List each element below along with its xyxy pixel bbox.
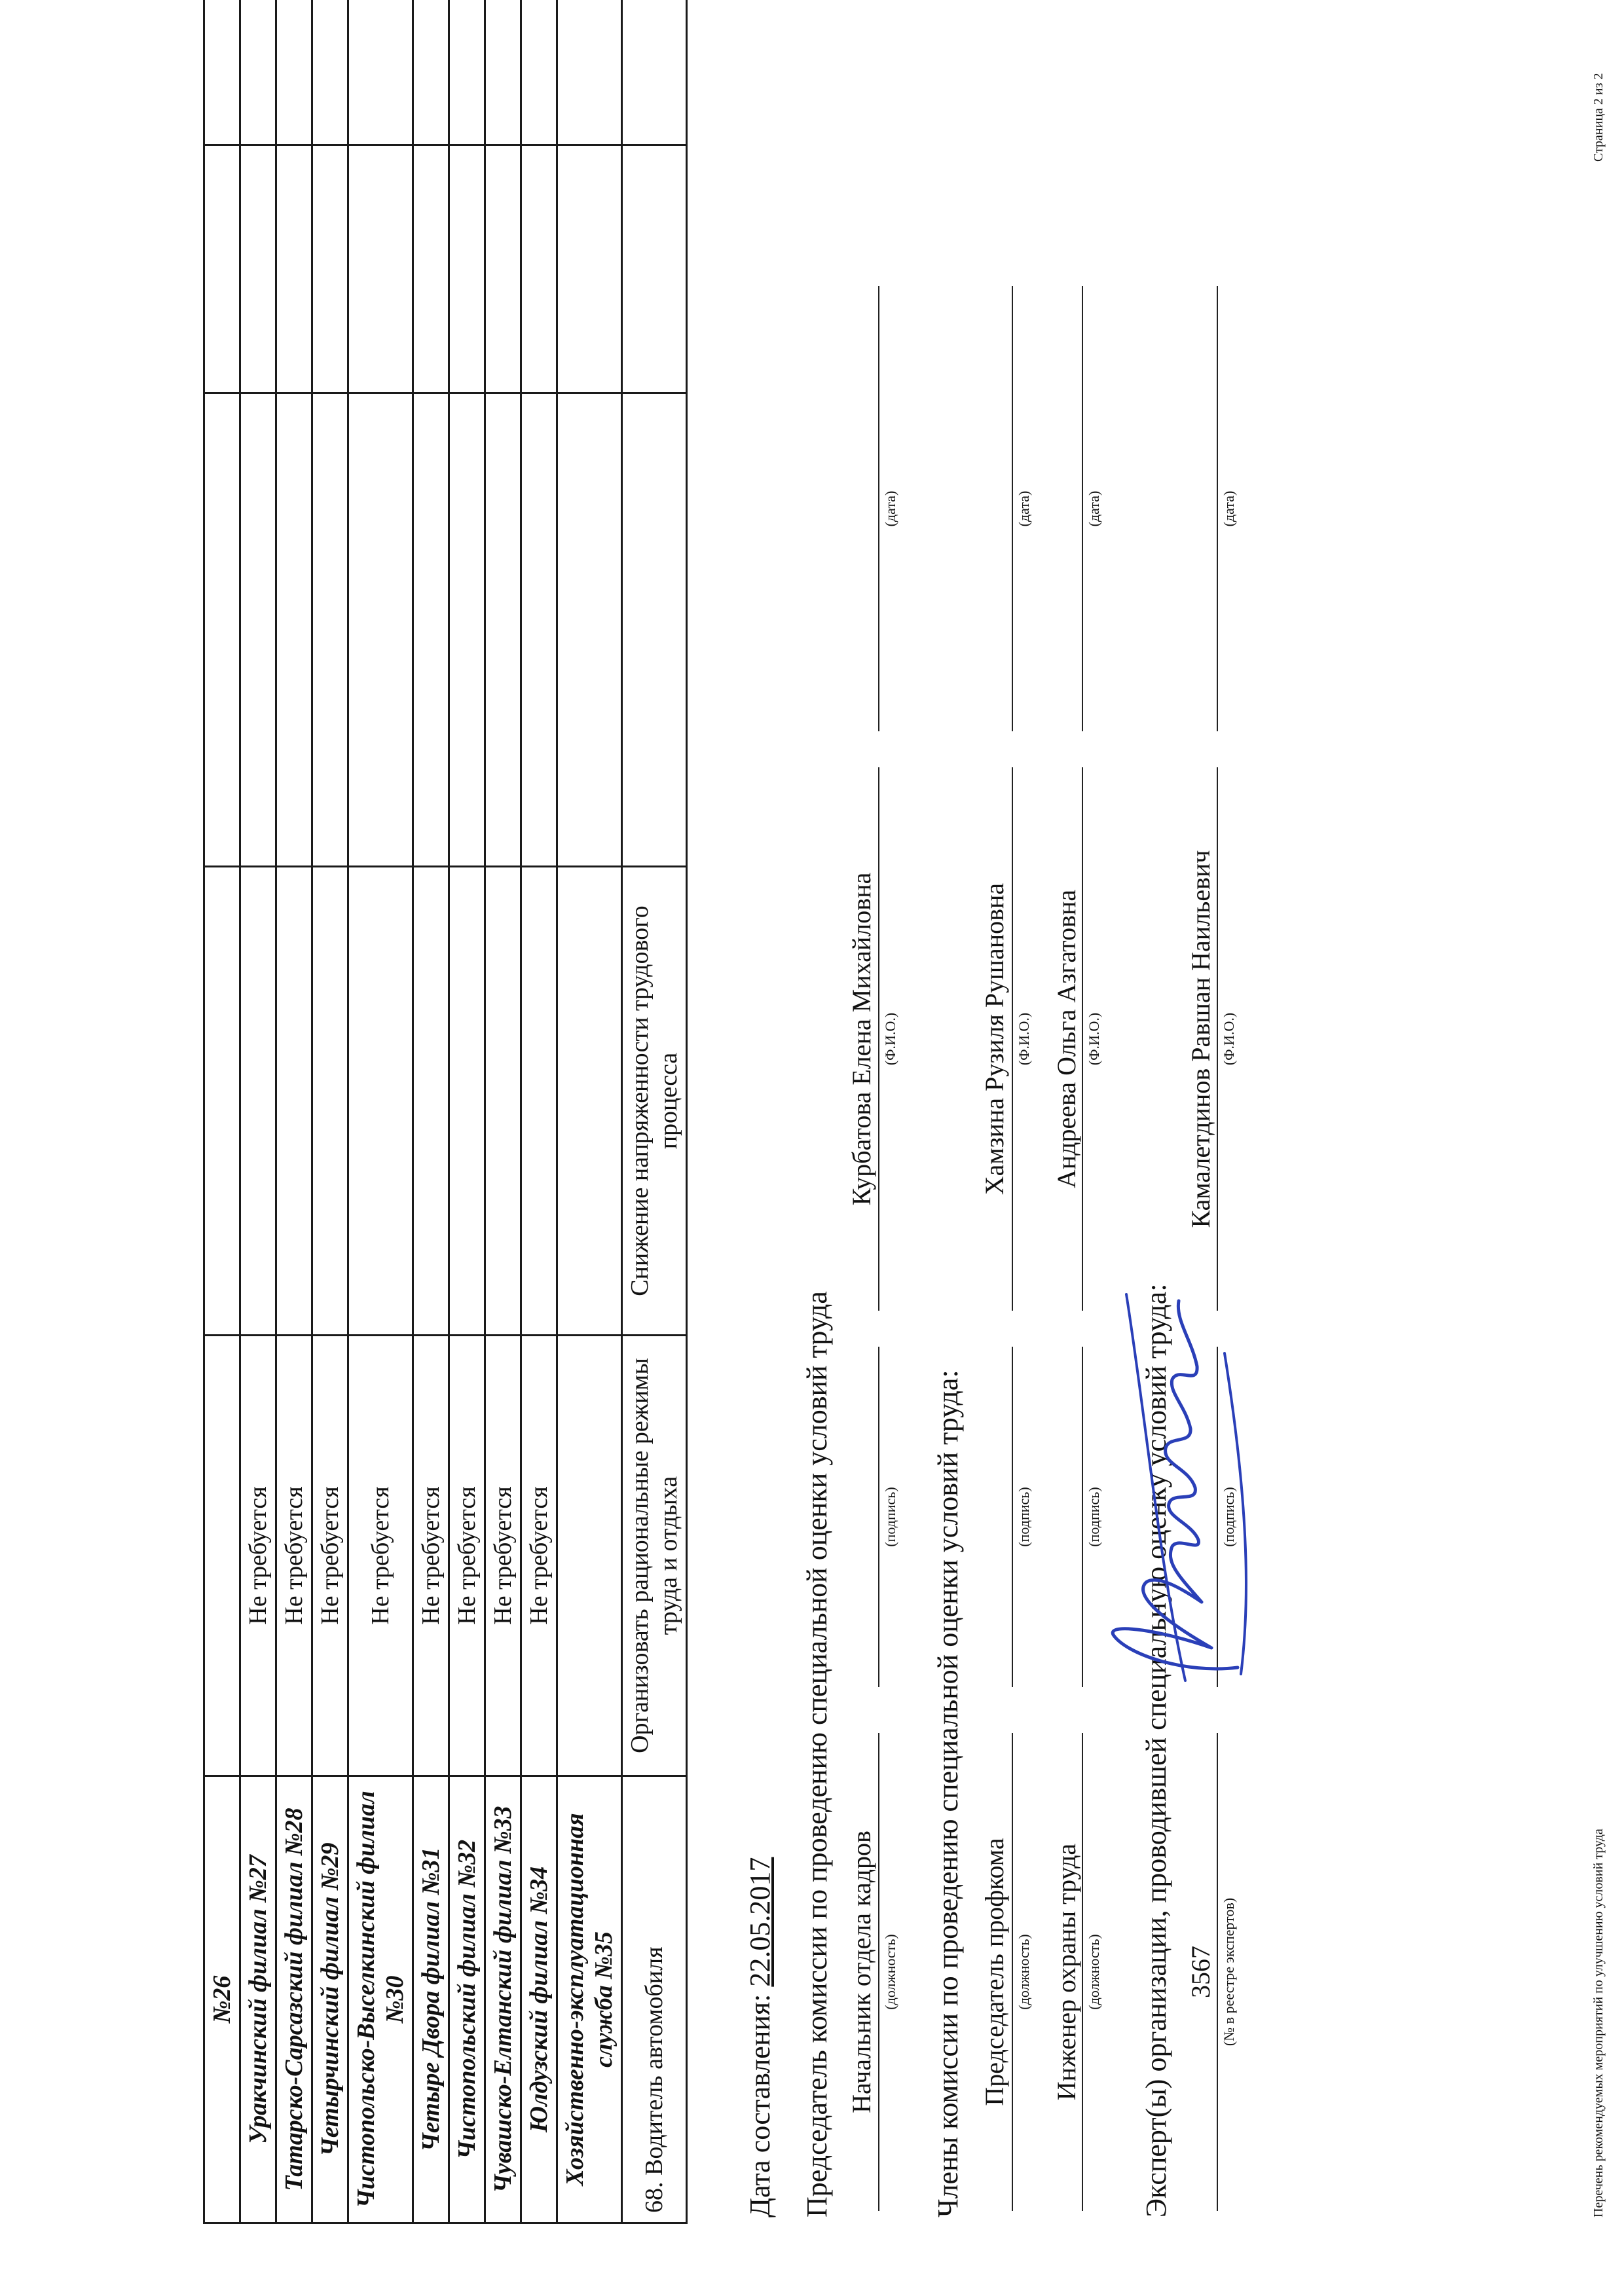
expert-registry-line: [1217, 1733, 1218, 2211]
expert-date-line: [1217, 286, 1218, 731]
unit-cell: Чувашско-Елтанский филиал №33: [485, 1776, 521, 2223]
chairman-name-line: [878, 767, 879, 1311]
table-row: [557, 0, 622, 2223]
measures-table: [203, 0, 688, 2224]
table-row: [348, 0, 413, 2223]
measure-cell: Не требуется: [521, 1336, 557, 1776]
table-row: [622, 0, 687, 2223]
expert-heading: Эксперт(ы) организации, проводившей специальную оценку условий труда:: [1140, 1283, 1172, 2217]
unit-cell: 68. Водитель автомобиля: [622, 1776, 687, 2223]
measure-cell: Не требуется: [413, 1336, 449, 1776]
executor-cell: [204, 145, 240, 393]
unit-cell: Чистопольско-Выселкинский филиал №30: [348, 1776, 413, 2223]
chairman-date-line: [878, 286, 879, 731]
table-row: [485, 0, 521, 2223]
caption-signature: (подпись): [1016, 1487, 1032, 1547]
mark-cell: [449, 0, 485, 145]
handwritten-signature: [1087, 1288, 1257, 1694]
table-row: [449, 0, 485, 2223]
goal-cell: [557, 867, 622, 1336]
mark-cell: [348, 0, 413, 145]
executor-cell: [276, 145, 312, 393]
caption-fio: (Ф.И.О.): [882, 1012, 898, 1066]
table-row: [240, 0, 276, 2223]
unit-cell: Четырчинский филиал №29: [312, 1776, 348, 2223]
table-row: [204, 0, 240, 2223]
executor-cell: [557, 145, 622, 393]
measure-cell: Не требуется: [240, 1336, 276, 1776]
measure-cell: Не требуется: [276, 1336, 312, 1776]
executor-cell: [348, 145, 413, 393]
caption-date: (дата): [1086, 490, 1102, 527]
measure-cell: Не требуется: [312, 1336, 348, 1776]
goal-cell: [204, 867, 240, 1336]
caption-fio: (Ф.И.О.): [1016, 1012, 1032, 1066]
footer-page-number: Страница 2 из 2: [1591, 73, 1606, 162]
measure-cell: [204, 1336, 240, 1776]
mark-cell: [312, 0, 348, 145]
chairman-position: Начальник отдела кадров: [847, 1831, 876, 2113]
deadline-cell: [348, 393, 413, 867]
mark-cell: [204, 0, 240, 145]
chairman-signature-line: [878, 1347, 879, 1687]
member-date-line: [1012, 286, 1013, 731]
executor-cell: [312, 145, 348, 393]
member-name: Андреева Ольга Азгатовна: [1052, 889, 1081, 1189]
goal-cell: [276, 867, 312, 1336]
goal-cell: [413, 867, 449, 1336]
expert-name-line: [1217, 767, 1218, 1311]
expert-registry-number: 3567: [1186, 1946, 1215, 1998]
member-position: Председатель профкома: [980, 1838, 1009, 2106]
unit-cell: Уракчинский филиал №27: [240, 1776, 276, 2223]
executor-cell: [622, 145, 687, 393]
caption-fio: (Ф.И.О.): [1221, 1012, 1237, 1066]
table-row: [276, 0, 312, 2223]
deadline-cell: [240, 393, 276, 867]
unit-cell: Юлдузский филиал №34: [521, 1776, 557, 2223]
deadline-cell: [413, 393, 449, 867]
goal-cell: [485, 867, 521, 1336]
mark-cell: [485, 0, 521, 145]
unit-cell: №26: [204, 1776, 240, 2223]
mark-cell: [521, 0, 557, 145]
member-date-line: [1082, 286, 1083, 731]
caption-date: (дата): [1221, 490, 1237, 527]
executor-cell: [240, 145, 276, 393]
date-block: [743, 1857, 777, 2217]
mark-cell: [413, 0, 449, 145]
table-row: [521, 0, 557, 2223]
mark-cell: [557, 0, 622, 145]
caption-position: (должность): [1016, 1934, 1032, 2010]
deadline-cell: [622, 393, 687, 867]
member-position-line: [1012, 1733, 1013, 2211]
goal-cell: [521, 867, 557, 1336]
member-signature-line: [1012, 1347, 1013, 1687]
goal-cell: [240, 867, 276, 1336]
chairman-heading: Председатель комиссии по проведению специальной оценки условий труда: [801, 1291, 833, 2217]
caption-date: (дата): [1016, 490, 1032, 527]
unit-cell: Татарско-Сарсазский филиал №28: [276, 1776, 312, 2223]
table-row: [312, 0, 348, 2223]
member-signature-line: [1082, 1347, 1083, 1687]
expert-name: Камалетдинов Равшан Наильевич: [1186, 850, 1215, 1228]
unit-cell: Четыре Двора филиал №31: [413, 1776, 449, 2223]
deadline-cell: [521, 393, 557, 867]
goal-cell: [312, 867, 348, 1336]
caption-signature: (подпись): [1221, 1487, 1237, 1547]
table-row: [413, 0, 449, 2223]
goal-cell: [449, 867, 485, 1336]
goal-cell: [348, 867, 413, 1336]
deadline-cell: [449, 393, 485, 867]
deadline-cell: [204, 393, 240, 867]
members-heading: Члены комиссии по проведению специальной оценки условий труда:: [932, 1370, 964, 2217]
executor-cell: [485, 145, 521, 393]
measure-cell: Организовать рациональные режимы труда и отдыха: [622, 1336, 687, 1776]
caption-signature: (подпись): [1086, 1487, 1102, 1547]
mark-cell: [622, 0, 687, 145]
measure-cell: Не требуется: [449, 1336, 485, 1776]
deadline-cell: [485, 393, 521, 867]
member-position: Инженер охраны труда: [1052, 1843, 1081, 2101]
caption-position: (должность): [882, 1934, 898, 2010]
footer-document-title: Перечень рекомендуемых мероприятий по улучшению условий труда: [1591, 1829, 1606, 2217]
executor-cell: [521, 145, 557, 393]
caption-position: (должность): [1086, 1934, 1102, 2010]
chairman-position-line: [878, 1733, 879, 2211]
caption-registry: (№ в реестре экспертов): [1221, 1897, 1237, 2047]
member-position-line: [1082, 1733, 1083, 2211]
caption-fio: (Ф.И.О.): [1086, 1012, 1102, 1066]
deadline-cell: [557, 393, 622, 867]
deadline-cell: [312, 393, 348, 867]
deadline-cell: [276, 393, 312, 867]
chairman-name: Курбатова Елена Михайловна: [847, 872, 876, 1206]
caption-signature: (подпись): [882, 1487, 898, 1547]
executor-cell: [449, 145, 485, 393]
executor-cell: [413, 145, 449, 393]
measure-cell: Не требуется: [485, 1336, 521, 1776]
caption-date: (дата): [882, 490, 898, 527]
date-value: 22.05.2017: [744, 1857, 776, 1987]
member-name-line: [1082, 767, 1083, 1311]
measure-cell: Не требуется: [348, 1336, 413, 1776]
date-label: Дата составления:: [744, 1994, 776, 2217]
unit-cell: Чистопольский филиал №32: [449, 1776, 485, 2223]
member-name: Хамзина Рузиля Рушановна: [980, 883, 1009, 1195]
member-name-line: [1012, 767, 1013, 1311]
goal-cell: Снижение напряженности трудового процесса: [622, 867, 687, 1336]
mark-cell: [240, 0, 276, 145]
unit-cell: Хозяйственно-эксплуатационная служба №35: [557, 1776, 622, 2223]
mark-cell: [276, 0, 312, 145]
measure-cell: [557, 1336, 622, 1776]
